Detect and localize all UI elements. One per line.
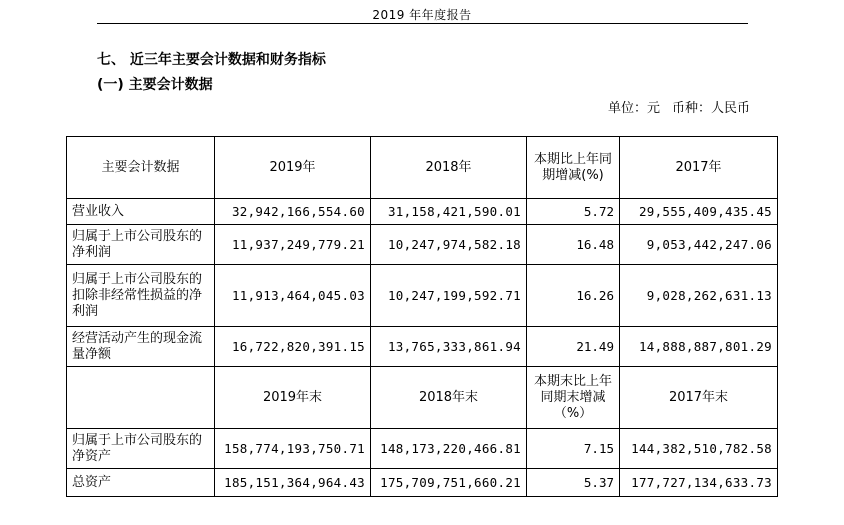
value-change: 16.48 bbox=[527, 225, 620, 265]
header-cell-item: 主要会计数据 bbox=[67, 137, 215, 199]
value-2017: 9,053,442,247.06 bbox=[620, 225, 778, 265]
value-change: 5.37 bbox=[527, 469, 620, 497]
table-row bbox=[67, 225, 778, 265]
header-cell-change-end: 本期末比上年同期末增减（%） bbox=[527, 367, 620, 429]
table-row bbox=[67, 469, 778, 497]
value-2018: 10,247,974,582.18 bbox=[371, 225, 527, 265]
header-divider bbox=[97, 23, 748, 24]
value-2018: 175,709,751,660.21 bbox=[371, 469, 527, 497]
currency-label: 币种：人民币 bbox=[671, 101, 750, 116]
header-cell-2017-end: 2017年末 bbox=[620, 367, 778, 429]
value-2019: 16,722,820,391.15 bbox=[215, 327, 371, 367]
value-2017: 177,727,134,633.73 bbox=[620, 469, 778, 497]
table-subheader-row bbox=[67, 367, 778, 429]
header-cell-2018-end: 2018年末 bbox=[371, 367, 527, 429]
table-row bbox=[67, 265, 778, 327]
value-2017: 144,382,510,782.58 bbox=[620, 429, 778, 469]
value-change: 16.26 bbox=[527, 265, 620, 327]
value-2017: 29,555,409,435.45 bbox=[620, 199, 778, 225]
row-label: 总资产 bbox=[67, 469, 215, 497]
value-2019: 185,151,364,964.43 bbox=[215, 469, 371, 497]
table-row bbox=[67, 199, 778, 225]
row-label: 归属于上市公司股东的净利润 bbox=[67, 225, 215, 265]
page-header: 2019 年年度报告 bbox=[372, 8, 472, 22]
value-2018: 10,247,199,592.71 bbox=[371, 265, 527, 327]
accounting-data-table bbox=[66, 136, 778, 497]
header-cell-change: 本期比上年同期增减(%) bbox=[527, 137, 620, 199]
value-2019: 11,937,249,779.21 bbox=[215, 225, 371, 265]
row-label: 归属于上市公司股东的净资产 bbox=[67, 429, 215, 469]
header-cell-2019: 2019年 bbox=[215, 137, 371, 199]
value-2018: 31,158,421,590.01 bbox=[371, 199, 527, 225]
subsection-title: (一) 主要会计数据 bbox=[97, 77, 213, 93]
row-label: 营业收入 bbox=[67, 199, 215, 225]
header-cell-empty bbox=[67, 367, 215, 429]
unit-line bbox=[560, 97, 750, 116]
value-2017: 9,028,262,631.13 bbox=[620, 265, 778, 327]
table-header-row bbox=[67, 137, 778, 199]
value-change: 5.72 bbox=[527, 199, 620, 225]
value-2017: 14,888,887,801.29 bbox=[620, 327, 778, 367]
value-change: 7.15 bbox=[527, 429, 620, 469]
value-change: 21.49 bbox=[527, 327, 620, 367]
header-cell-2018: 2018年 bbox=[371, 137, 527, 199]
section-title: 七、 近三年主要会计数据和财务指标 bbox=[97, 52, 326, 68]
unit-label: 单位：元 bbox=[607, 101, 660, 116]
header-cell-2017: 2017年 bbox=[620, 137, 778, 199]
row-label: 归属于上市公司股东的扣除非经常性损益的净利润 bbox=[67, 265, 215, 327]
value-2018: 148,173,220,466.81 bbox=[371, 429, 527, 469]
header-cell-2019-end: 2019年末 bbox=[215, 367, 371, 429]
value-2019: 158,774,193,750.71 bbox=[215, 429, 371, 469]
row-label: 经营活动产生的现金流量净额 bbox=[67, 327, 215, 367]
table-row bbox=[67, 327, 778, 367]
value-2018: 13,765,333,861.94 bbox=[371, 327, 527, 367]
value-2019: 11,913,464,045.03 bbox=[215, 265, 371, 327]
table-row bbox=[67, 429, 778, 469]
value-2019: 32,942,166,554.60 bbox=[215, 199, 371, 225]
